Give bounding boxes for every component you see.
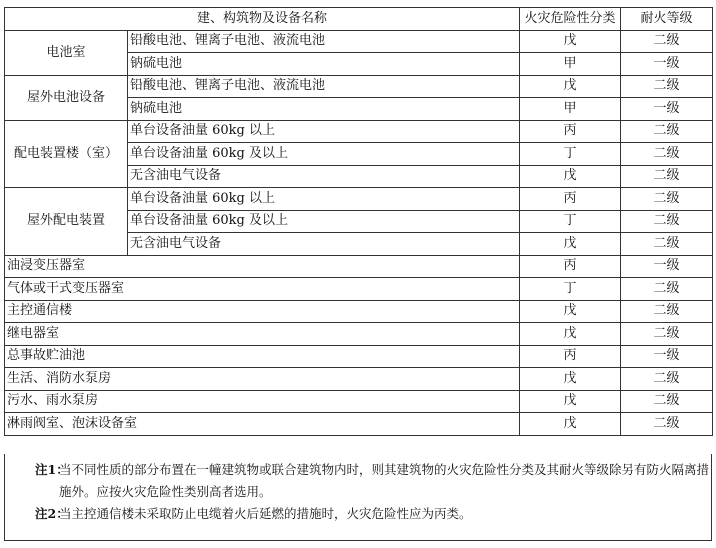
- note-2: [11, 503, 711, 525]
- item-cell: 钠硫电池: [128, 53, 520, 76]
- table-row: [5, 368, 713, 391]
- grade-cell: 二级: [621, 278, 713, 301]
- notes-box: [4, 454, 712, 541]
- grade-cell: 二级: [621, 390, 713, 413]
- group-name-cell: 屋外配电装置: [5, 188, 128, 256]
- hazard-cell: 戊: [520, 368, 621, 391]
- item-cell: 无含油电气设备: [128, 233, 520, 256]
- grade-cell: 二级: [621, 300, 713, 323]
- group-name-cell: 电池室: [5, 30, 128, 75]
- grade-cell: 二级: [621, 143, 713, 166]
- grade-cell: 二级: [621, 233, 713, 256]
- item-cell: 单台设备油量 60kg 及以上: [128, 143, 520, 166]
- table-row: [5, 30, 713, 53]
- table-row: [5, 120, 713, 143]
- hazard-cell: 戊: [520, 75, 621, 98]
- item-cell: 继电器室: [5, 323, 520, 346]
- item-cell: 单台设备油量 60kg 以上: [128, 120, 520, 143]
- table-row: [5, 75, 713, 98]
- grade-cell: 二级: [621, 75, 713, 98]
- table-row: [5, 345, 713, 368]
- note-2-text: 当主控通信楼未采取防止电缆着火后延燃的措施时，火灾危险性应为丙类。: [59, 506, 472, 521]
- table-row: [5, 323, 713, 346]
- header-hazard-class: 火灾危险性分类: [520, 8, 621, 31]
- hazard-cell: 戊: [520, 323, 621, 346]
- hazard-cell: 甲: [520, 53, 621, 76]
- grade-cell: 一级: [621, 255, 713, 278]
- hazard-cell: 戊: [520, 390, 621, 413]
- group-name-cell: 屋外电池设备: [5, 75, 128, 120]
- item-cell: 单台设备油量 60kg 及以上: [128, 210, 520, 233]
- hazard-cell: 丙: [520, 120, 621, 143]
- grade-cell: 二级: [621, 368, 713, 391]
- hazard-cell: 戊: [520, 300, 621, 323]
- hazard-cell: 丁: [520, 278, 621, 301]
- header-name: 建、构筑物及设备名称: [5, 8, 520, 31]
- table-row: [5, 413, 713, 436]
- note-1-text: 当不同性质的部分布置在一幢建筑物或联合建筑物内时，则其建筑物的火灾危险性分类及其耐火等级除另有防火隔离措施外。应按火灾危险性类别高者选用。: [59, 462, 710, 499]
- grade-cell: 二级: [621, 188, 713, 211]
- grade-cell: 二级: [621, 413, 713, 436]
- item-cell: 生活、消防水泵房: [5, 368, 520, 391]
- hazard-cell: 戊: [520, 165, 621, 188]
- hazard-cell: 戊: [520, 413, 621, 436]
- item-cell: 主控通信楼: [5, 300, 520, 323]
- hazard-cell: 丁: [520, 143, 621, 166]
- note-1: [11, 459, 711, 503]
- grade-cell: 一级: [621, 345, 713, 368]
- item-cell: 单台设备油量 60kg 以上: [128, 188, 520, 211]
- item-cell: 污水、雨水泵房: [5, 390, 520, 413]
- table-row: [5, 188, 713, 211]
- note-2-label: 注2：: [35, 506, 69, 521]
- table-row: [5, 278, 713, 301]
- grade-cell: 二级: [621, 165, 713, 188]
- item-cell: 无含油电气设备: [128, 165, 520, 188]
- item-cell: 淋雨阀室、泡沫设备室: [5, 413, 520, 436]
- item-cell: 总事故贮油池: [5, 345, 520, 368]
- hazard-cell: 丙: [520, 255, 621, 278]
- table-row: [5, 300, 713, 323]
- note-1-label: 注1：: [35, 462, 69, 477]
- hazard-cell: 戊: [520, 233, 621, 256]
- hazard-cell: 戊: [520, 30, 621, 53]
- item-cell: 气体或干式变压器室: [5, 278, 520, 301]
- grade-cell: 二级: [621, 30, 713, 53]
- grade-cell: 二级: [621, 120, 713, 143]
- table-header-row: [5, 8, 713, 31]
- fire-hazard-document: [4, 7, 712, 541]
- item-cell: 铅酸电池、锂离子电池、液流电池: [128, 75, 520, 98]
- grade-cell: 二级: [621, 210, 713, 233]
- grade-cell: 二级: [621, 323, 713, 346]
- table-row: [5, 390, 713, 413]
- hazard-cell: 甲: [520, 98, 621, 121]
- grade-cell: 一级: [621, 53, 713, 76]
- hazard-cell: 丙: [520, 345, 621, 368]
- item-cell: 油浸变压器室: [5, 255, 520, 278]
- item-cell: 钠硫电池: [128, 98, 520, 121]
- hazard-cell: 丙: [520, 188, 621, 211]
- grade-cell: 一级: [621, 98, 713, 121]
- table-row: [5, 255, 713, 278]
- fire-hazard-table: [4, 7, 713, 436]
- item-cell: 铅酸电池、锂离子电池、液流电池: [128, 30, 520, 53]
- hazard-cell: 丁: [520, 210, 621, 233]
- group-name-cell: 配电装置楼（室）: [5, 120, 128, 188]
- header-fire-grade: 耐火等级: [621, 8, 713, 31]
